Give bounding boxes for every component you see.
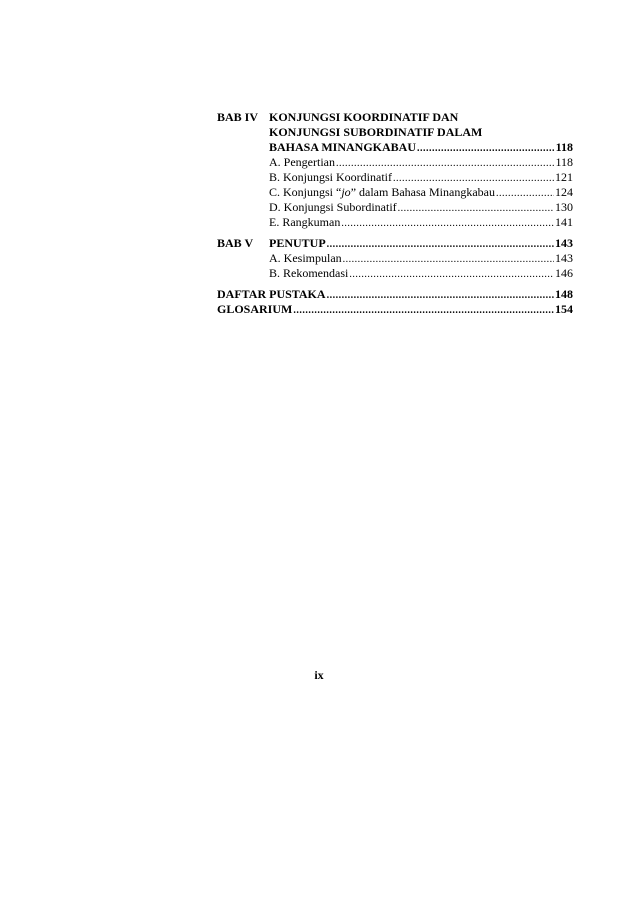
section-title: B. Rekomendasi bbox=[269, 266, 349, 280]
dot-leader bbox=[343, 252, 554, 267]
backmatter-page: 148 bbox=[555, 287, 573, 301]
chapter-5-title-line[interactable] bbox=[217, 236, 573, 251]
chapter-5-title: PENUTUP bbox=[269, 236, 326, 250]
chapter-4-title-line-2 bbox=[217, 125, 573, 140]
table-of-contents bbox=[217, 110, 573, 317]
section-title: E. Rangkuman bbox=[269, 215, 341, 229]
toc-entry-pengertian[interactable] bbox=[217, 155, 573, 170]
chapter-4-title-1: KONJUNGSI KOORDINATIF DAN bbox=[269, 110, 459, 124]
dot-leader bbox=[327, 288, 554, 303]
dot-leader bbox=[398, 201, 554, 216]
toc-entry-konjungsi-subordinatif[interactable] bbox=[217, 200, 573, 215]
dot-leader bbox=[349, 267, 554, 282]
chapter-4-label: BAB IV bbox=[217, 110, 259, 124]
section-page: 146 bbox=[555, 266, 573, 280]
chapter-4-title-3: BAHASA MINANGKABAU bbox=[269, 140, 417, 154]
chapter-5-label: BAB V bbox=[217, 236, 254, 250]
toc-entry-daftar-pustaka[interactable] bbox=[217, 287, 573, 302]
dot-leader bbox=[341, 216, 554, 231]
section-title: D. Konjungsi Subordinatif bbox=[269, 200, 397, 214]
backmatter-title: DAFTAR PUSTAKA bbox=[217, 287, 326, 301]
toc-entry-kesimpulan[interactable] bbox=[217, 251, 573, 266]
dot-leader bbox=[336, 156, 554, 171]
chapter-4-page: 118 bbox=[555, 140, 573, 154]
section-title: A. Kesimpulan bbox=[269, 251, 342, 265]
chapter-4-title-line-1 bbox=[217, 110, 573, 125]
dot-leader bbox=[417, 141, 555, 156]
section-page: 143 bbox=[555, 251, 573, 265]
dot-leader bbox=[293, 303, 554, 318]
toc-entry-glosarium[interactable] bbox=[217, 302, 573, 317]
section-page: 130 bbox=[555, 200, 573, 214]
section-page: 118 bbox=[555, 155, 573, 169]
section-page: 141 bbox=[555, 215, 573, 229]
dot-leader bbox=[393, 171, 554, 186]
chapter-5-page: 143 bbox=[555, 236, 573, 250]
dot-leader bbox=[327, 237, 554, 252]
section-title: A. Pengertian bbox=[269, 155, 335, 169]
toc-entry-konjungsi-jo[interactable] bbox=[217, 185, 573, 200]
backmatter-page: 154 bbox=[555, 302, 573, 316]
section-page: 121 bbox=[555, 170, 573, 184]
toc-entry-konjungsi-koordinatif[interactable] bbox=[217, 170, 573, 185]
toc-entry-rangkuman[interactable] bbox=[217, 215, 573, 230]
section-page: 124 bbox=[555, 185, 573, 199]
chapter-4-title-2: KONJUNGSI SUBORDINATIF DALAM bbox=[269, 125, 483, 139]
backmatter-title: GLOSARIUM bbox=[217, 302, 293, 316]
section-title: C. Konjungsi “jo” dalam Bahasa Minangkabau bbox=[269, 185, 495, 199]
section-title: B. Konjungsi Koordinatif bbox=[269, 170, 392, 184]
page-number: ix bbox=[314, 668, 324, 682]
toc-entry-rekomendasi[interactable] bbox=[217, 266, 573, 281]
dot-leader bbox=[496, 186, 554, 201]
chapter-4-title-line-3[interactable] bbox=[217, 140, 573, 155]
